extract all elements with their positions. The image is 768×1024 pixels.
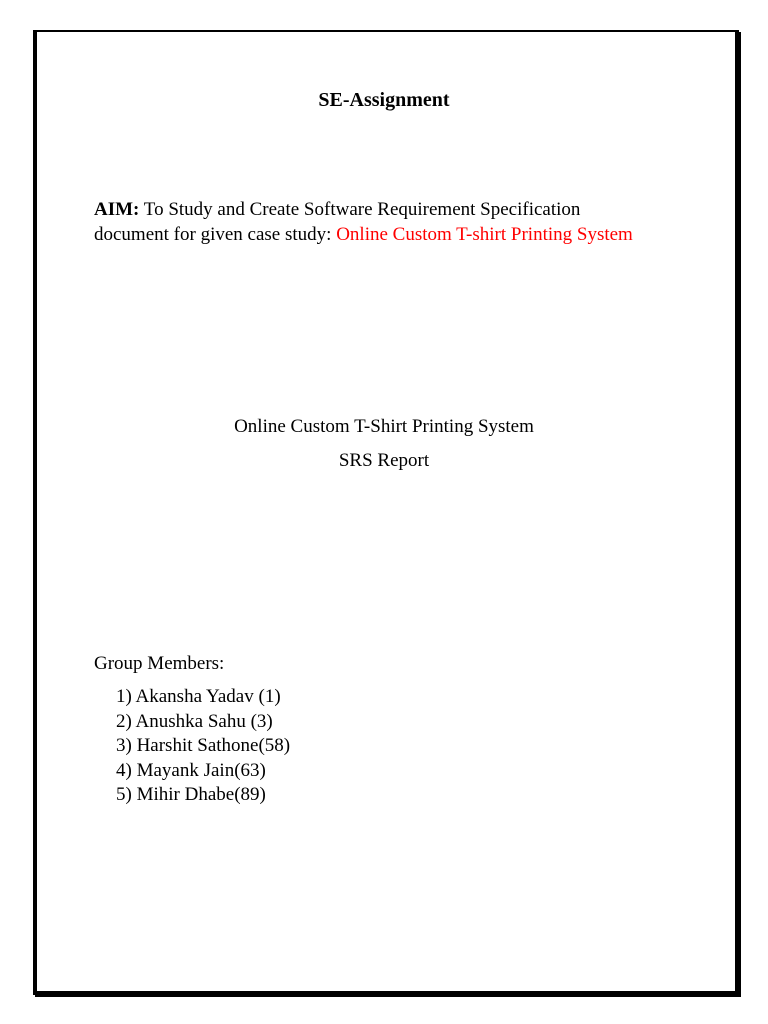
aim-paragraph (94, 198, 654, 247)
member-item: 4) Mayank Jain(63) (116, 759, 266, 781)
aim-text: To Study and Create Software Requirement Specification document for given case study: (94, 199, 581, 245)
member-item: 1) Akansha Yadav (1) (116, 686, 281, 707)
member-item: 5) Mihir Dhabe(89) (116, 784, 266, 805)
aim-label: AIM: (94, 199, 140, 220)
aim-case-study: Online Custom T-shirt Printing System (336, 223, 633, 245)
page-title: SE-Assignment (318, 89, 450, 111)
member-item: 2) Anushka Sahu (3) (116, 710, 273, 732)
member-item: 3) Harshit Sathone(58) (116, 735, 291, 756)
report-subtitle: SRS Report (338, 450, 430, 471)
members-list (116, 685, 290, 808)
page-border (33, 30, 739, 995)
members-heading: Group Members: (94, 653, 225, 674)
report-title: Online Custom T-Shirt Printing System (234, 416, 534, 437)
